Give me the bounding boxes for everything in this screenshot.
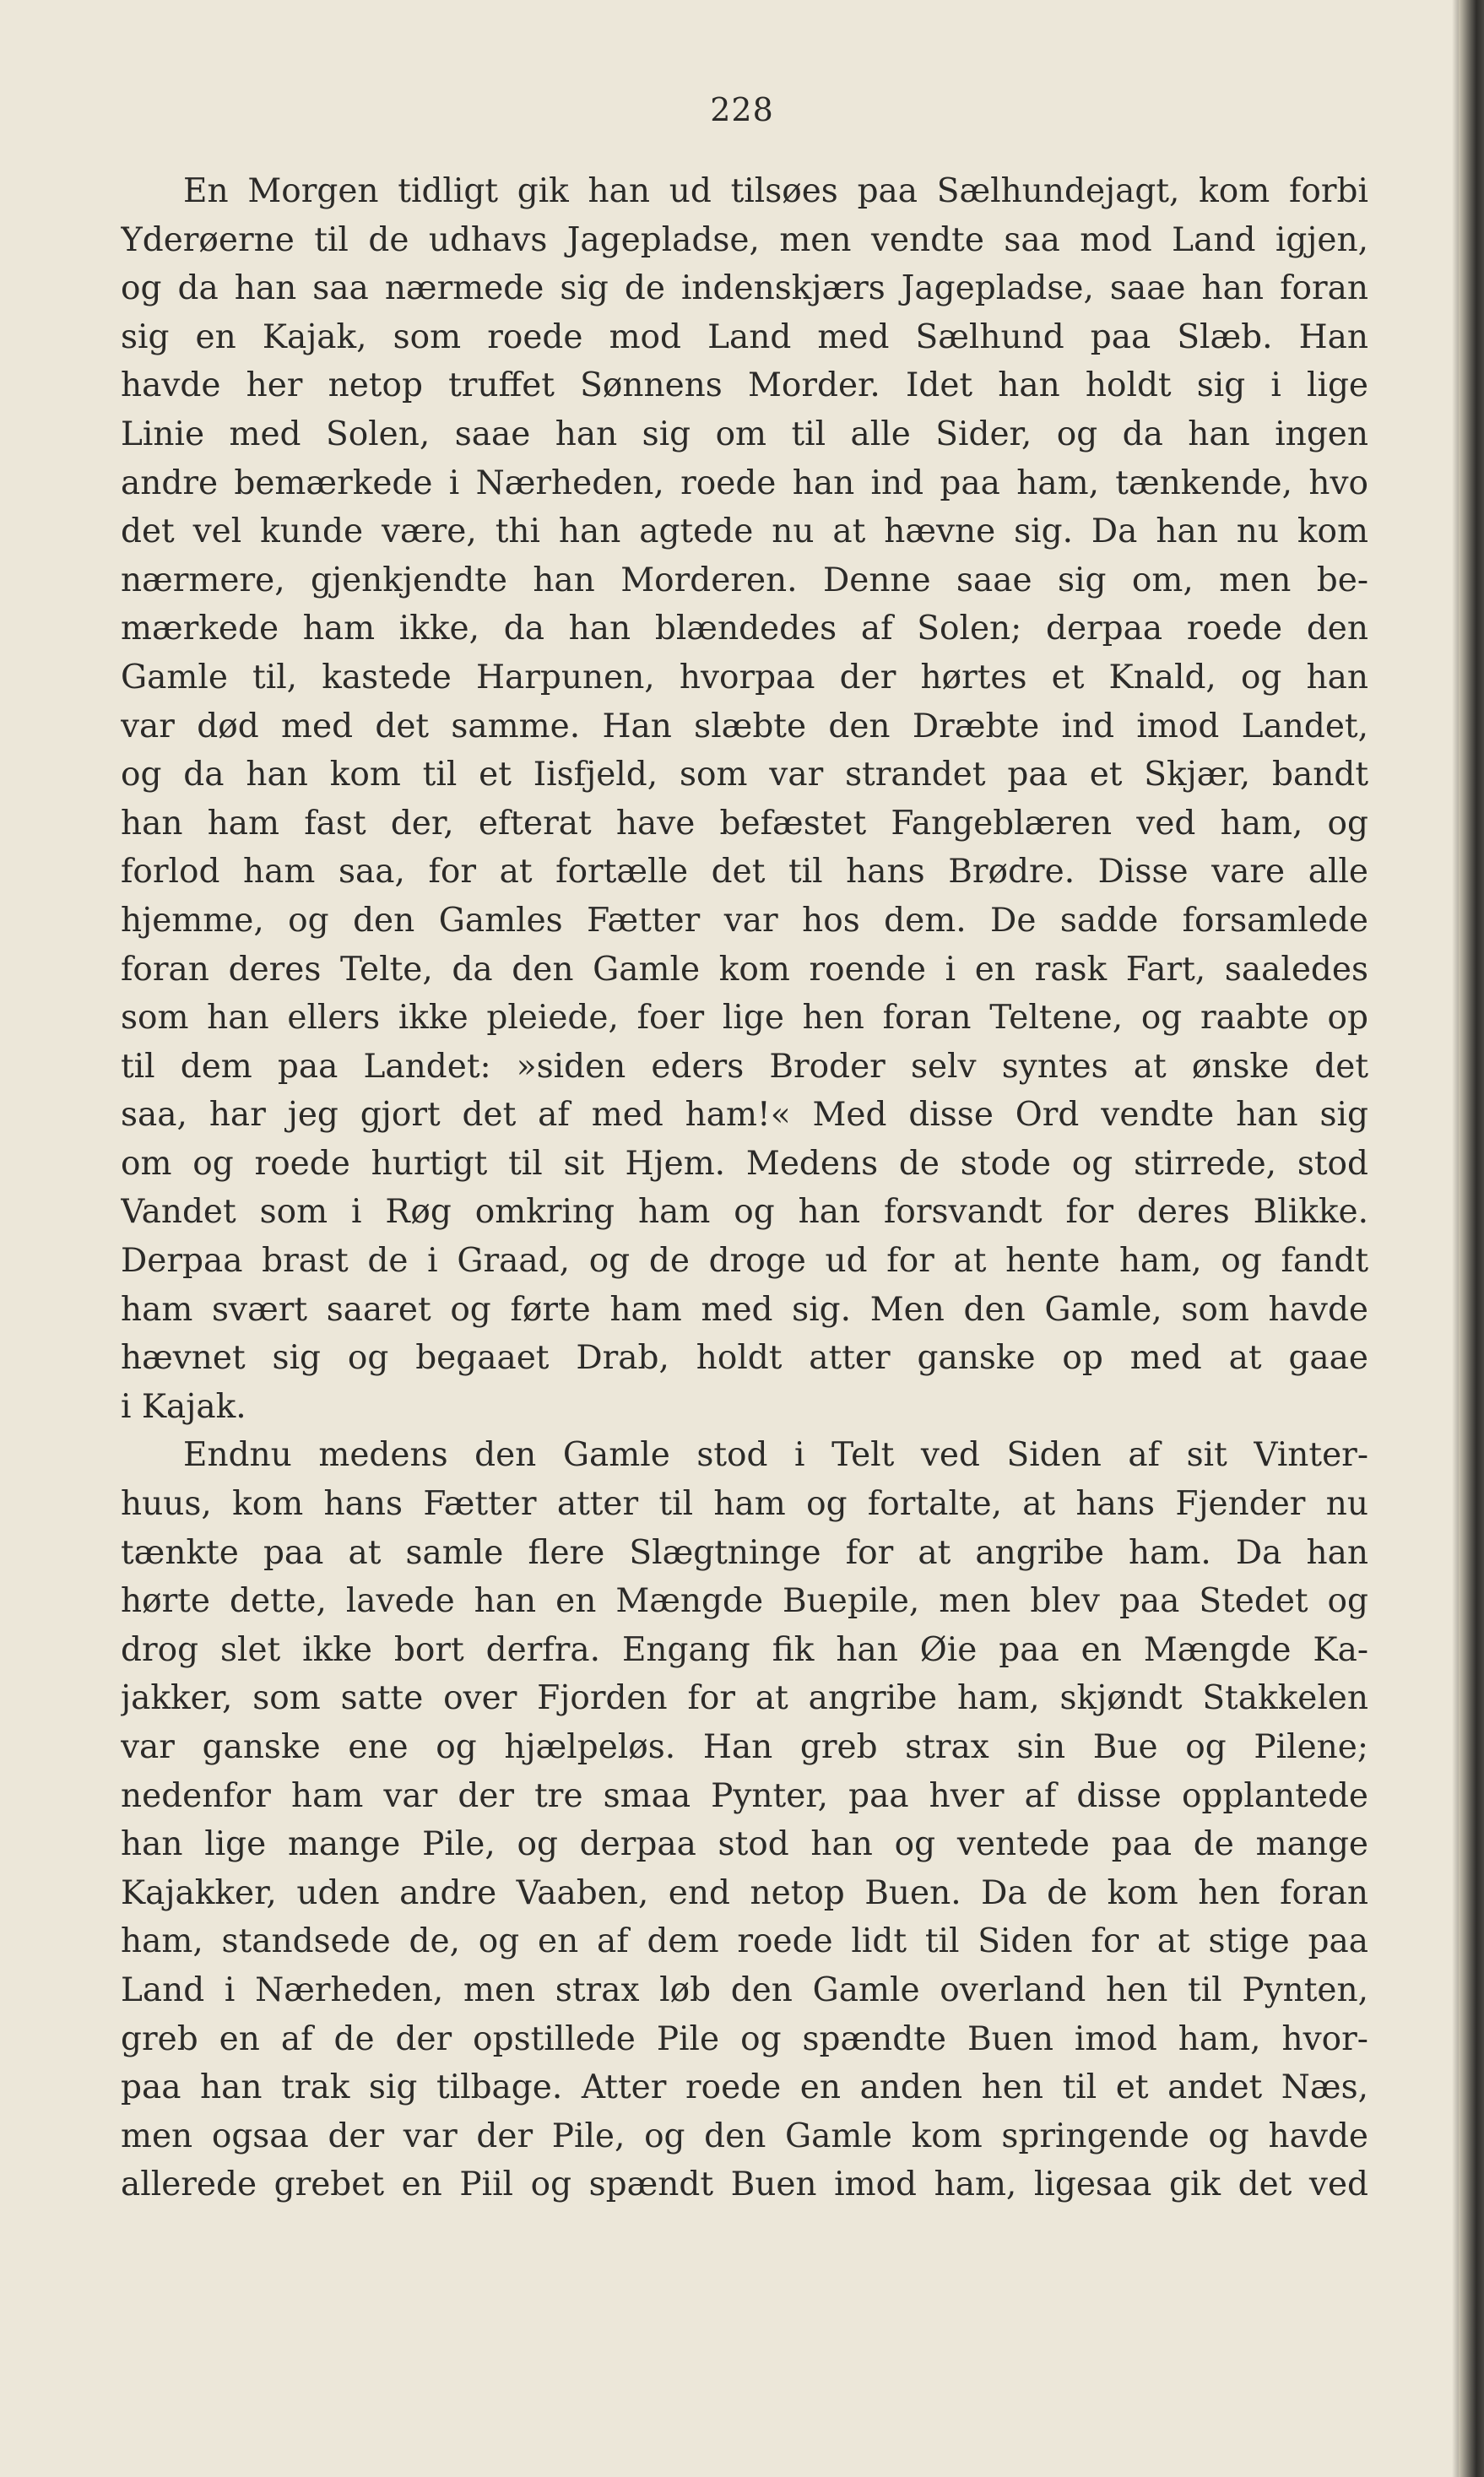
text-line: tænkte paa at samle flere Slægtninge for at angribe ham. Da han [121,1533,1368,1572]
text-line: hjemme, og den Gamles Fætter var hos dem. De sadde forsamlede [121,901,1368,940]
text-line: og da han kom til et Iisfjeld, som var strandet paa et Skjær, bandt [121,756,1368,794]
text-line: han lige mange Pile, og derpaa stod han og ventede paa de mange [121,1825,1368,1864]
text-line: Land i Nærheden, men strax løb den Gamle overland hen til Pynten, [121,1970,1368,2009]
text-line: mærkede ham ikke, da han blændedes af Solen; derpaa roede den [121,610,1368,648]
text-line: En Morgen tidligt gik han ud tilsøes paa Sælhundejagt, kom forbi [183,172,1368,210]
text-line: men ogsaa der var der Pile, og den Gamle kom springende og havde [121,2117,1368,2155]
text-line: ham, standsede de, og en af dem roede lidt til Siden for at stige paa [121,1922,1368,1961]
text-line: Vandet som i Røg omkring ham og han forsvandt for deres Blikke. [121,1193,1368,1232]
text-line: Kajakker, uden andre Vaaben, end netop Buen. Da de kom hen foran [121,1873,1368,1912]
page-number: 228 [710,91,774,128]
text-line: greb en af de der opstillede Pile og spændte Buen imod ham, hvor- [121,2019,1368,2058]
body-text [121,167,1368,2209]
text-line: ham svært saaret og førte ham med sig. Men den Gamle, som havde [121,1290,1368,1329]
text-line: Linie med Solen, saae han sig om til alle Sider, og da han ingen [121,415,1368,453]
text-line: allerede grebet en Piil og spændt Buen imod ham, ligesaa gik det ved [121,2165,1368,2204]
text-line: forlod ham saa, for at fortælle det til hans Brødre. Disse vare alle [121,853,1368,892]
text-line: sig en Kajak, som roede mod Land med Sælhund paa Slæb. Han [121,317,1368,356]
text-line: som han ellers ikke pleiede, foer lige hen foran Teltene, og raabte op [121,999,1368,1038]
text-line: jakker, som satte over Fjorden for at angribe ham, skjøndt Stakkelen [121,1679,1368,1718]
text-line: om og roede hurtigt til sit Hjem. Medens de stode og stirrede, stod [121,1144,1368,1183]
text-line: Gamle til, kastede Harpunen, hvorpaa der hørtes et Knald, og han [121,658,1368,696]
text-line: hævnet sig og begaaet Drab, holdt atter ganske op med at gaae [121,1339,1368,1378]
text-line: Endnu medens den Gamle stod i Telt ved Siden af sit Vinter- [183,1436,1368,1475]
text-line: Yderøerne til de udhavs Jagepladse, men vendte saa mod Land igjen, [121,220,1368,259]
text-line: det vel kunde være, thi han agtede nu at hævne sig. Da han nu kom [121,512,1368,551]
text-line: drog slet ikke bort derfra. Engang fik han Øie paa en Mængde Ka- [121,1630,1368,1669]
text-line: og da han saa nærmede sig de indenskjærs Jagepladse, saae han foran [121,269,1368,308]
spine-shadow [1452,0,1459,2477]
text-line: nærmere, gjenkjendte han Morderen. Denne saae sig om, men be- [121,561,1368,599]
text-line: han ham fast der, efterat have befæstet Fangeblæren ved ham, og [121,804,1368,843]
text-line: foran deres Telte, da den Gamle kom roende i en rask Fart, saaledes [121,950,1368,989]
book-spine [1459,0,1484,2477]
text-line: huus, kom hans Fætter atter til ham og fortalte, at hans Fjender nu [121,1485,1368,1524]
text-line: var død med det samme. Han slæbte den Dræbte ind imod Landet, [121,707,1368,745]
text-line: hørte dette, lavede han en Mængde Buepile, men blev paa Stedet og [121,1582,1368,1621]
text-line: saa, har jeg gjort det af med ham!« Med disse Ord vendte han sig [121,1096,1368,1135]
text-line: Derpaa brast de i Graad, og de droge ud for at hente ham, og fandt [121,1242,1368,1281]
text-line: til dem paa Landet: »siden eders Broder selv syntes at ønske det [121,1047,1368,1086]
text-line: var ganske ene og hjælpeløs. Han greb strax sin Bue og Pilene; [121,1728,1368,1766]
text-line: i Kajak. [121,1387,246,1426]
text-line: paa han trak sig tilbage. Atter roede en anden hen til et andet Næs, [121,2068,1368,2107]
text-line: havde her netop truffet Sønnens Morder. Idet han holdt sig i lige [121,366,1368,405]
text-line: andre bemærkede i Nærheden, roede han ind paa ham, tænkende, hvo [121,463,1368,502]
text-line: nedenfor ham var der tre smaa Pynter, paa hver af disse opplantede [121,1776,1368,1815]
